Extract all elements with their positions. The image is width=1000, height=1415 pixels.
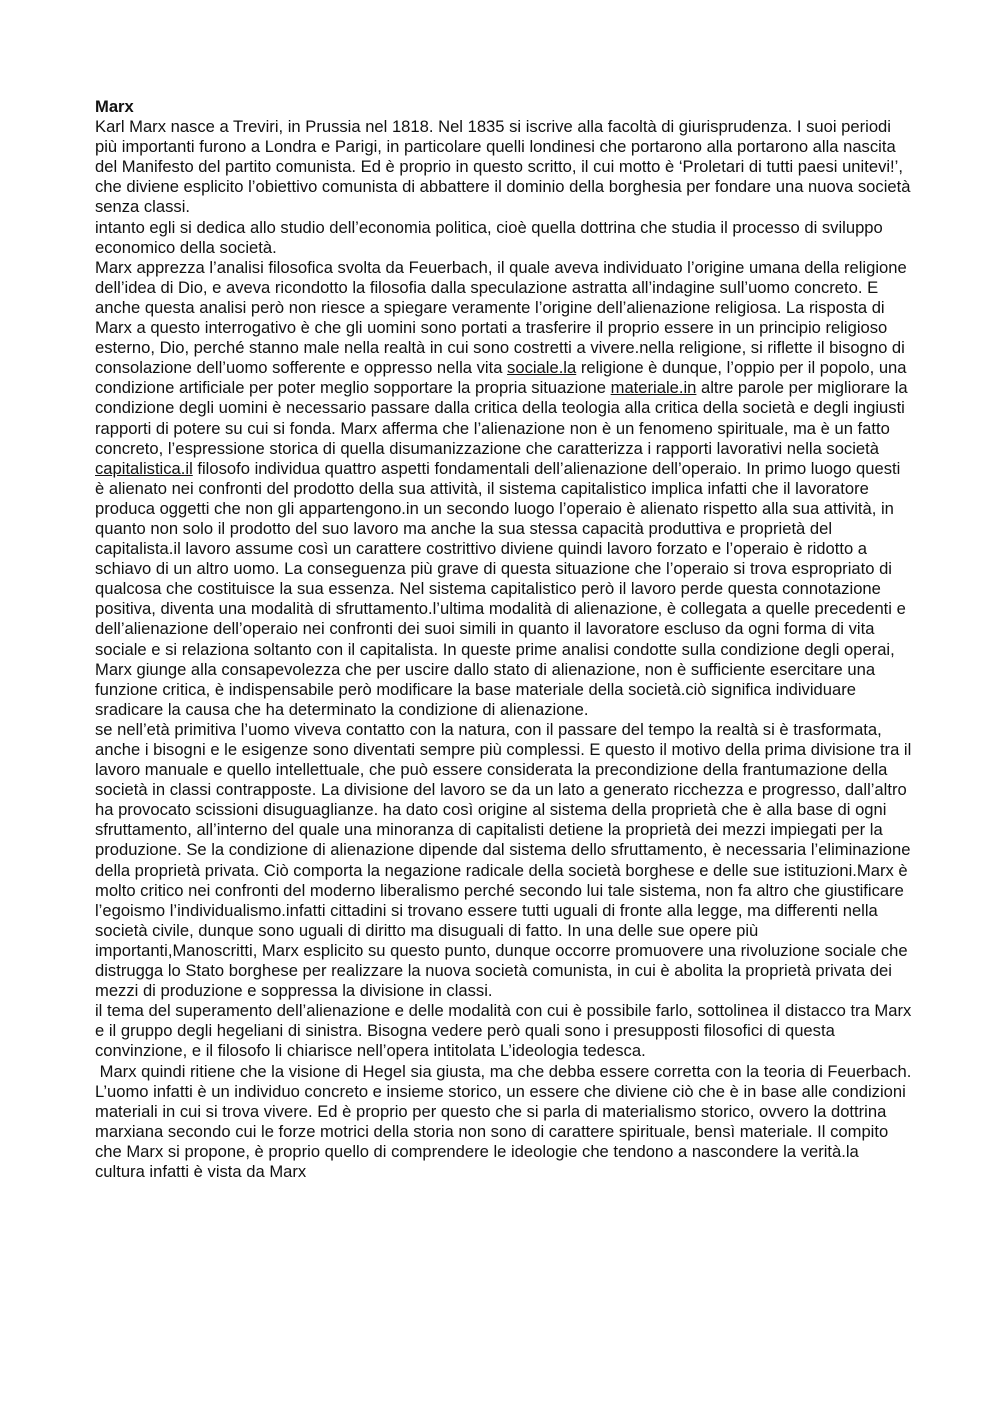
text-run: se nell’età primitiva l’uomo viveva contatto con la natura, con il passare del tempo la realtà si è trasformata, anche i bisogni e le esigenze sono diventati sempre più complessi. E questo il motivo della prima divisione tra il lavoro manuale e quello intellettuale, che può essere considerata la precondizione della frantumazione della società in classi contrapposte. La divisione del lavoro se da un lato a generato ricchezza e progresso, dall’altro ha provocato scissioni disuguaglianze. ha dato così origine al sistema della proprietà che è alla base di ogni sfruttamento, all’interno del quale una minoranza di capitalisti detiene la proprietà dei mezzi impiegati per la produzione. Se la condizione di alienazione dipende dal sistema dello sfruttamento, è necessaria l’eliminazione della proprietà privata. Ciò comporta la negazione radicale della società borghese e delle sue istituzioni.Marx è molto critico nei confronti del moderno liberalismo perché secondo lui tale sistema, non fa altro che giustificare l’egoismo l’individualismo.infatti cittadini si trovano essere tutti uguali di fronte alla legge, ma differenti nella società civile, dunque sono uguali di diritto ma disuguali di fatto. In una delle sue opere più importanti,Manoscritti, Marx esplicito su questo punto, dunque occorre promuovere una rivoluzione sociale che distrugga lo Stato borghese per realizzare la nuova società comunista, in cui è abolita la proprietà privata dei mezzi di produzione e soppressa la divisione in classi. [95,719,912,1001]
text-run: religione è dunque, l’oppio per il popolo, una condizione artificiale per poter meglio sopportare la propria situazione [95,358,907,398]
text-run: il tema del superamento dell’alienazione e delle modalità con cui è possibile farlo, sottolinea il distacco tra Marx e il gruppo degli hegeliani di sinistra. Bisogna vedere però quali sono i presupposti filosofici di questa convinzione, e il filosofo li chiarisce nell’opera intitolata L’ideologia tedesca. [95,1001,912,1061]
document-page [95,97,916,1182]
text-run: altre parole per migliorare la condizione degli uomini è necessario passare dalla critica della teologia alla critica della società e degli ingiusti rapporti di potere su cui si fonda. Marx afferma che l’alienazione non è un fenomeno spirituale, ma è un fatto concreto, l’espressione storica di quella disumanizzazione che caratterizza i rapporti lavorativi nella società [95,378,908,458]
document-title: Marx [95,97,134,116]
text-run: Marx apprezza l’analisi filosofica svolta da Feuerbach, il quale aveva individuato l’origine umana della religione dell’idea di Dio, e aveva ricondotto la filosofia dalla speculazione astratta all’indagine sull’uomo concreto. E anche questa analisi però non riesce a spiegare veramente l’origine dell’alienazione religiosa. La risposta di Marx a questo interrogativo è che gli uomini sono portati a trasferire il proprio essere in un principio religioso esterno, Dio, perché stanno male nella realtà in cui sono costretti a vivere.nella religione, si riflette il bisogno di consolazione dell’uomo sofferente e oppresso nella vita [95,257,907,378]
paragraph-economy [95,218,913,258]
link-capitalistica[interactable]: capitalistica.il [95,458,193,478]
paragraph-historical-materialism [95,1061,916,1183]
text-run: Karl Marx nasce a Treviri, in Prussia nel 1818. Nel 1835 si iscrive alla facoltà di giurisprudenza. I suoi periodi più importanti furono a Londra e Parigi, in particolare quelli londinesi che portarono alla portarono alla nascita del Manifesto del partito comunista. Ed è proprio in questo scritto, il cui motto è ‘Proletari di tutti paesi unitevi!’, che diviene esplicito l’obiettivo comunista di abbattere il dominio della borghesia per fondare una nuova società senza classi. [95,117,911,217]
text-run: intanto egli si dedica allo studio dell’economia politica, cioè quella dottrina che studia il processo di sviluppo economico della società. [95,217,883,257]
paragraph-hegelians [95,1001,913,1061]
link-materiale[interactable]: materiale.in [610,378,697,398]
text-run: filosofo individua quattro aspetti fondamentali dell’alienazione dell’operaio. In primo luogo questi è alienato nei confronti del prodotto della sua attività, il sistema capitalistico implica infatti che il lavoratore produca oggetti che non gli appartengono.in un secondo luogo l’operaio è alienato rispetto alla sua attività, in quanto non solo il prodotto del suo lavoro ma anche la sua stessa capacità produttiva e proprietà del capitalista.il lavoro assume così un carattere costrittivo diviene quindi lavoro forzato e l’operaio è ridotto a schiavo di un altro uomo. La conseguenza più grave di questa situazione che l’operaio si trova espropriato di qualcosa che costituisce la sua essenza. Nel sistema capitalistico però il lavoro perde questa connotazione positiva, diventa una modalità di sfruttamento.l’ultima modalità di alienazione, è collegata a quelle precedenti e dell’alienazione dell’operaio nei confronti dei suoi simili in quanto il lavoratore escluso da ogni forma di vita sociale e si relaziona soltanto con il capitalista. In queste prime analisi condotte sulla condizione degli operai, Marx giunge alla consapevolezza che per uscire dallo stato di alienazione, non è sufficiente esercitare una funzione critica, è indispensabile però modificare la base materiale della società.ciò significa individuare sradicare la causa che ha determinato la condizione di alienazione. [95,458,906,719]
text-run: Marx quindi ritiene che la visione di Hegel sia giusta, ma che debba essere corretta con la teoria di Feuerbach. L’uomo infatti è un individuo concreto e insieme storico, un essere che diviene ciò che è in base alle condizioni materiali in cui si trova vivere. Ed è proprio per questo che si parla di materialismo storico, ovvero la dottrina marxiana secondo cui le forze motrici della storia non sono di carattere spirituale, bensì materiale. Il compito che Marx si propone, è proprio quello di comprendere le ideologie che tendono a nascondere la verità.la cultura infatti è vista da Marx [95,1061,916,1181]
link-sociale[interactable]: sociale.la [507,358,577,378]
paragraph-alienation [95,258,913,720]
paragraph-division-of-labour [95,720,913,1001]
paragraph-biography [95,117,913,217]
